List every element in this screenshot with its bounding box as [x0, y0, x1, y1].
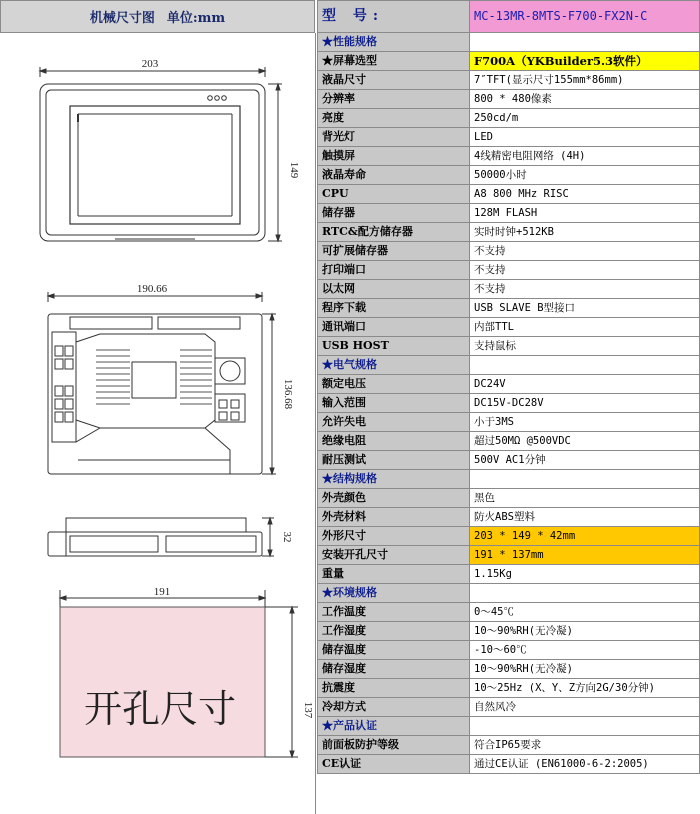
- spec-key: 冷却方式: [318, 698, 470, 717]
- spec-value: F700A（YKBuilder5.3软件）: [470, 52, 700, 71]
- spec-section-row: [318, 584, 700, 603]
- drawing-panel: [0, 0, 317, 814]
- technical-drawing: [0, 33, 316, 814]
- spec-value: 不支持: [470, 261, 700, 280]
- spec-key: 额定电压: [318, 375, 470, 394]
- spec-row: [318, 698, 700, 717]
- spec-key: 程序下载: [318, 299, 470, 318]
- spec-key: 储存湿度: [318, 660, 470, 679]
- spec-key: 输入范围: [318, 394, 470, 413]
- spec-row: [318, 603, 700, 622]
- spec-value: 500V AC1分钟: [470, 451, 700, 470]
- spec-value: DC24V: [470, 375, 700, 394]
- spec-row: [318, 52, 700, 71]
- spec-key: RTC&配方储存器: [318, 223, 470, 242]
- spec-row: [318, 223, 700, 242]
- spec-key: 耐压测试: [318, 451, 470, 470]
- spec-key: 外壳颜色: [318, 489, 470, 508]
- spec-value: [470, 356, 700, 375]
- spec-value: -10～60℃: [470, 641, 700, 660]
- spec-value: USB SLAVE B型接口: [470, 299, 700, 318]
- spec-value: 实时时钟+512KB: [470, 223, 700, 242]
- spec-key: 抗震度: [318, 679, 470, 698]
- spec-row: [318, 413, 700, 432]
- spec-value: 黑色: [470, 489, 700, 508]
- spec-value: 自然风冷: [470, 698, 700, 717]
- spec-row: [318, 755, 700, 774]
- spec-key: 液晶寿命: [318, 166, 470, 185]
- spec-row: [318, 128, 700, 147]
- spec-table: [317, 0, 700, 774]
- side-view: [48, 518, 274, 556]
- model-label: 型 号:: [318, 1, 470, 33]
- spec-value: 250cd/m: [470, 109, 700, 128]
- spec-key: 重量: [318, 565, 470, 584]
- dim-front-height: 149: [288, 161, 300, 179]
- spec-value: 符合IP65要求: [470, 736, 700, 755]
- spec-key: 背光灯: [318, 128, 470, 147]
- spec-key: USB HOST: [318, 337, 470, 356]
- dim-cutout-height: 137: [302, 701, 314, 719]
- spec-key: 前面板防护等级: [318, 736, 470, 755]
- spec-key: 工作湿度: [318, 622, 470, 641]
- spec-row: [318, 679, 700, 698]
- spec-key: 可扩展储存器: [318, 242, 470, 261]
- model-value: MC-13MR-8MTS-F700-FX2N-C: [470, 1, 700, 33]
- spec-section-row: [318, 356, 700, 375]
- spec-value: 10～90%RH(无冷凝): [470, 622, 700, 641]
- dim-front-width: 203: [141, 58, 159, 70]
- back-view: [48, 292, 276, 474]
- spec-value: 191 * 137mm: [470, 546, 700, 565]
- spec-row: [318, 90, 700, 109]
- spec-value: 不支持: [470, 280, 700, 299]
- spec-key: 安装开孔尺寸: [318, 546, 470, 565]
- spec-key: 打印端口: [318, 261, 470, 280]
- spec-row: [318, 489, 700, 508]
- spec-value: 内部TTL: [470, 318, 700, 337]
- spec-row: [318, 375, 700, 394]
- drawing-unit: 单位:mm: [166, 11, 226, 26]
- spec-value: 0～45℃: [470, 603, 700, 622]
- dim-side-depth: 32: [281, 531, 293, 543]
- spec-row: [318, 299, 700, 318]
- model-row: [318, 1, 700, 33]
- spec-row: [318, 660, 700, 679]
- spec-row: [318, 527, 700, 546]
- spec-row: [318, 71, 700, 90]
- spec-row: [318, 451, 700, 470]
- spec-value: DC15V-DC28V: [470, 394, 700, 413]
- spec-row: [318, 318, 700, 337]
- drawing-title-bar: [0, 0, 315, 33]
- spec-row: [318, 394, 700, 413]
- spec-row: [318, 185, 700, 204]
- cutout-label: 开孔尺寸: [83, 687, 237, 731]
- spec-value: [470, 717, 700, 736]
- spec-row: [318, 641, 700, 660]
- spec-row: [318, 147, 700, 166]
- spec-row: [318, 546, 700, 565]
- spec-key: ★产品认证: [318, 717, 470, 736]
- front-view: [40, 67, 282, 241]
- spec-value: LED: [470, 128, 700, 147]
- spec-row: [318, 166, 700, 185]
- spec-row: [318, 622, 700, 641]
- spec-value: 10～25Hz (X、Y、Z方向2G/30分钟): [470, 679, 700, 698]
- cutout-view: [60, 590, 298, 757]
- spec-key: 触摸屏: [318, 147, 470, 166]
- spec-key: 外形尺寸: [318, 527, 470, 546]
- spec-value: [470, 470, 700, 489]
- spec-value: [470, 584, 700, 603]
- spec-key: 外壳材料: [318, 508, 470, 527]
- spec-key: 绝缘电阻: [318, 432, 470, 451]
- spec-value: 128M FLASH: [470, 204, 700, 223]
- drawing-title: 机械尺寸图: [89, 11, 155, 26]
- spec-key: 储存器: [318, 204, 470, 223]
- spec-key: 通讯端口: [318, 318, 470, 337]
- spec-key: ★结构规格: [318, 470, 470, 489]
- spec-key: 允许失电: [318, 413, 470, 432]
- dim-back-height: 136.68: [282, 378, 294, 410]
- spec-key: ★屏幕选型: [318, 52, 470, 71]
- spec-panel: [317, 0, 700, 814]
- spec-row: [318, 242, 700, 261]
- spec-value: 10～90%RH(无冷凝): [470, 660, 700, 679]
- spec-row: [318, 736, 700, 755]
- spec-key: ★性能规格: [318, 33, 470, 52]
- spec-key: 工作温度: [318, 603, 470, 622]
- spec-section-row: [318, 717, 700, 736]
- spec-row: [318, 337, 700, 356]
- spec-key: 分辨率: [318, 90, 470, 109]
- spec-section-row: [318, 470, 700, 489]
- spec-section-row: [318, 33, 700, 52]
- spec-key: 以太网: [318, 280, 470, 299]
- spec-key: 储存温度: [318, 641, 470, 660]
- spec-value: A8 800 MHz RISC: [470, 185, 700, 204]
- spec-row: [318, 508, 700, 527]
- spec-value: 203 * 149 * 42mm: [470, 527, 700, 546]
- dim-back-width: 190.66: [136, 283, 168, 295]
- dim-cutout-width: 191: [153, 586, 171, 598]
- spec-value: 4线精密电阻网络 (4H): [470, 147, 700, 166]
- spec-value: 50000小时: [470, 166, 700, 185]
- spec-value: 1.15Kg: [470, 565, 700, 584]
- spec-value: 防火ABS塑料: [470, 508, 700, 527]
- spec-key: ★电气规格: [318, 356, 470, 375]
- spec-value: 800 * 480像素: [470, 90, 700, 109]
- spec-key: CPU: [318, 185, 470, 204]
- spec-row: [318, 565, 700, 584]
- spec-row: [318, 261, 700, 280]
- spec-value: [470, 33, 700, 52]
- spec-key: 液晶尺寸: [318, 71, 470, 90]
- spec-row: [318, 204, 700, 223]
- spec-value: 通过CE认证 (EN61000-6-2:2005): [470, 755, 700, 774]
- spec-row: [318, 432, 700, 451]
- spec-value: 小于3MS: [470, 413, 700, 432]
- spec-key: ★环境规格: [318, 584, 470, 603]
- spec-row: [318, 280, 700, 299]
- spec-value: 支持鼠标: [470, 337, 700, 356]
- spec-key: CE认证: [318, 755, 470, 774]
- spec-value: 超过50MΩ @500VDC: [470, 432, 700, 451]
- spec-value: 7″TFT(显示尺寸155mm*86mm): [470, 71, 700, 90]
- spec-key: 亮度: [318, 109, 470, 128]
- spec-row: [318, 109, 700, 128]
- spec-value: 不支持: [470, 242, 700, 261]
